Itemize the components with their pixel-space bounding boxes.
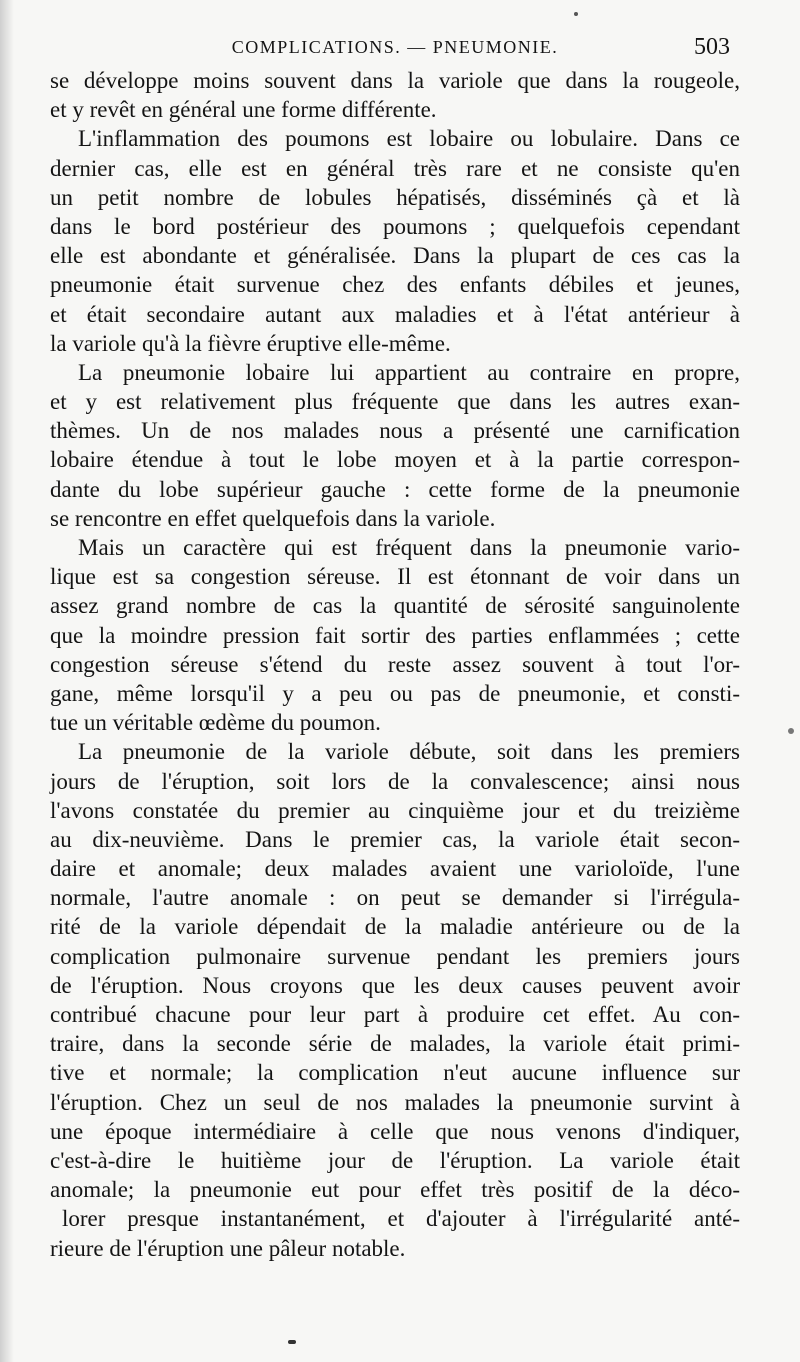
text-line: rité de la variole dépendait de la maladie antérieure ou de la xyxy=(50,914,740,940)
text-line: gane, même lorsqu'il y a peu ou pas de pneumonie, et consti- xyxy=(50,680,740,706)
text-line: La pneumonie lobaire lui appartient au contraire en propre, xyxy=(78,359,740,385)
text-line: c'est-à-dire le huitième jour de l'éruption. La variole était xyxy=(50,1147,740,1173)
page-edge-shadow xyxy=(0,0,14,1362)
text-line: La pneumonie de la variole débute, soit dans les premiers xyxy=(78,739,740,765)
text-line: lique est sa congestion séreuse. Il est étonnant de voir dans un xyxy=(50,564,740,590)
text-line: thèmes. Un de nos malades nous a présenté une carnification xyxy=(50,418,740,444)
text-line: de l'éruption. Nous croyons que les deux causes peuvent avoir xyxy=(50,972,740,998)
text-line: dernier cas, elle est en général très rare et ne consiste qu'en xyxy=(50,155,740,181)
text-line: se développe moins souvent dans la variole que dans la rougeole, xyxy=(50,68,740,93)
text-line: l'avons constatée du premier au cinquième jour et du treizième xyxy=(50,797,740,823)
text-line: elle est abondante et généralisée. Dans la plupart de ces cas la xyxy=(50,243,740,269)
text-line: se rencontre en effet quelquefois dans la variole. xyxy=(50,505,496,531)
text-line: et y est relativement plus fréquente que dans les autres exan- xyxy=(50,389,740,415)
text-line: dans le bord postérieur des poumons ; quelquefois cependant xyxy=(50,213,740,239)
text-line: au dix-neuvième. Dans le premier cas, la variole était secon- xyxy=(50,826,740,852)
text-line: rieure de l'éruption une pâleur notable. xyxy=(50,1235,406,1261)
text-line: traire, dans la seconde série de malades, la variole était primi- xyxy=(50,1031,740,1057)
text-line: tive et normale; la complication n'eut aucune influence sur xyxy=(50,1060,740,1086)
text-line: contribué chacune pour leur part à produire cet effet. Au con- xyxy=(50,1002,740,1027)
text-line: un petit nombre de lobules hépatisés, disséminés çà et là xyxy=(50,184,740,210)
text-line: tue un véritable œdème du poumon. xyxy=(50,710,381,736)
text-line: une époque intermédiaire à celle que nous venons d'indiquer, xyxy=(50,1118,740,1144)
text-line: assez grand nombre de cas la quantité de sérosité sanguinolente xyxy=(50,593,740,619)
text-line: lobaire étendue à tout le lobe moyen et à la partie correspon- xyxy=(50,447,740,473)
text-line: dante du lobe supérieur gauche : cette forme de la pneumonie xyxy=(50,476,740,502)
text-line: L'inflammation des poumons est lobaire ou lobulaire. Dans ce xyxy=(78,126,740,152)
text-line: normale, l'autre anomale : on peut se demander si l'irrégula- xyxy=(50,885,740,911)
text-line: l'éruption. Chez un seul de nos malades la pneumonie survint à xyxy=(50,1089,740,1115)
running-title: COMPLICATIONS. — PNEUMONIE. xyxy=(231,37,559,57)
text-line: que la moindre pression fait sortir des parties enflammées ; cette xyxy=(50,622,740,648)
page-number: 503 xyxy=(694,34,730,60)
text-line: et y revêt en général une forme différente. xyxy=(50,97,437,123)
text-line: la variole qu'à la fièvre éruptive elle-même. xyxy=(50,330,451,356)
text-line: daire et anomale; deux malades avaient une varioloïde, l'une xyxy=(50,856,740,882)
body-text xyxy=(50,66,740,1263)
text-line: complication pulmonaire survenue pendant les premiers jours xyxy=(50,943,740,969)
text-line: Mais un caractère qui est fréquent dans la pneumonie vario- xyxy=(78,535,740,560)
text-line: lorer presque instantanément, et d'ajouter à l'irrégularité anté- xyxy=(62,1206,740,1232)
ink-speck xyxy=(574,12,578,16)
ink-speck xyxy=(288,1340,296,1344)
text-line: jours de l'éruption, soit lors de la convalescence; ainsi nous xyxy=(50,768,740,794)
running-head xyxy=(50,34,740,64)
text-line: et était secondaire autant aux maladies et à l'état antérieur à xyxy=(50,301,740,327)
text-line: anomale; la pneumonie eut pour effet très positif de la déco- xyxy=(50,1177,740,1203)
ink-speck xyxy=(788,728,794,734)
text-line: pneumonie était survenue chez des enfants débiles et jeunes, xyxy=(50,272,740,298)
text-line: congestion séreuse s'étend du reste assez souvent à tout l'or- xyxy=(50,651,740,677)
